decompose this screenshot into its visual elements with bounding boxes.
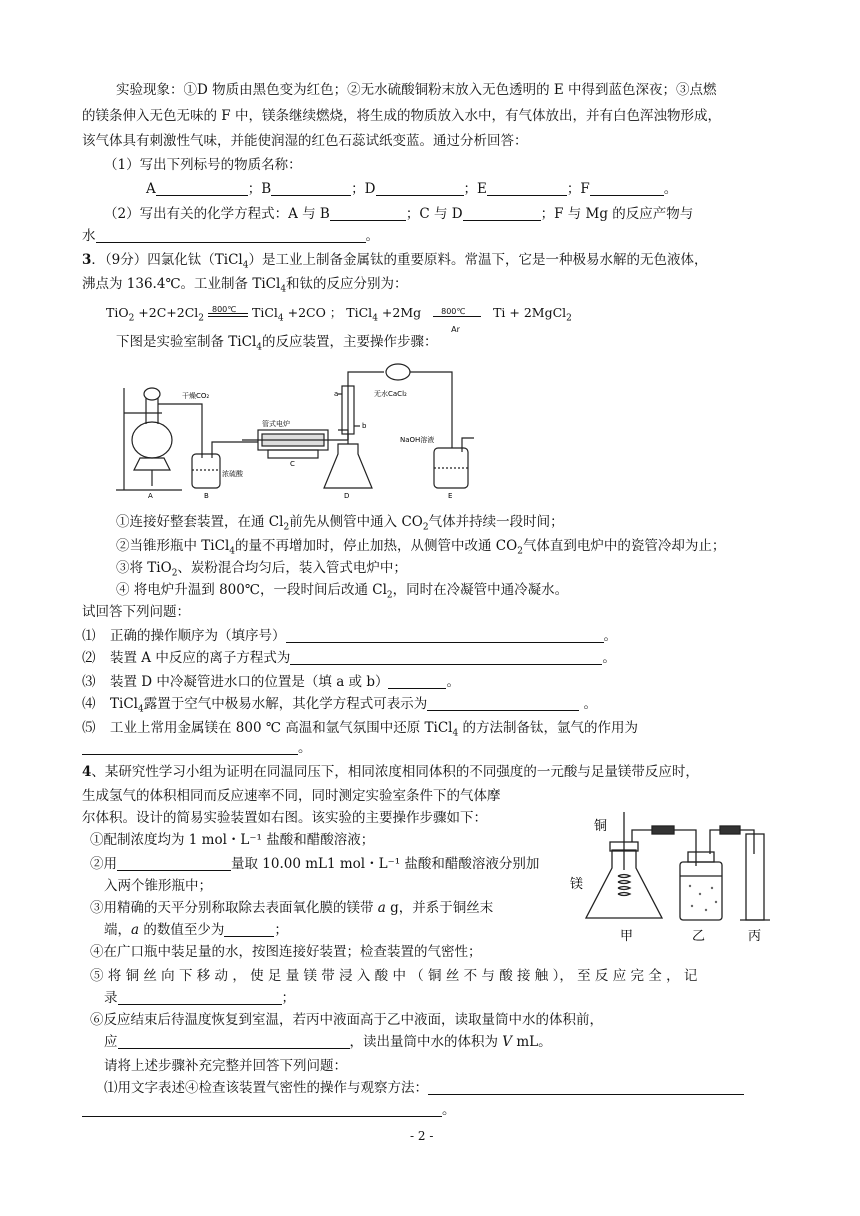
label-d: D [344, 492, 350, 500]
hydrogen-apparatus-figure [568, 810, 778, 950]
phenomena-line-2: 的镁条伸入无色无味的 F 中，镁条继续燃烧，将生成的物质放入水中，有气体放出，并有白色浑浊物形成， [82, 108, 721, 124]
label-port-b: b [362, 422, 367, 430]
label-dry-co2: 干燥CO₂ [182, 392, 210, 400]
q3-1: ⑴ 正确的操作顺序为（填序号） 。 [82, 628, 617, 644]
phenomena-line-1: 实验现象：①D 物质由黑色变为红色；②无水硫酸铜粉末放入无色透明的 E 中得到蓝色深夜；③点燃 [116, 82, 717, 98]
label-port-a: a [334, 390, 339, 398]
q3-3: ⑶ 装置 D 中冷凝管进水口的位置是（填 a 或 b） 。 [82, 674, 460, 690]
q4-step-6b: 应 ，读出量筒中水的体积为 V mL。 [104, 1034, 552, 1050]
label-h2so4: 浓硫酸 [222, 470, 243, 478]
ticl4-apparatus-figure [112, 358, 492, 500]
label-a: A [148, 492, 153, 500]
q3-4: ⑷ TiCl$_4$露置于空气中极易水解，其化学方程式可表示为 。 [82, 696, 598, 715]
q3-5: ⑸ 工业上常用金属镁在 800 ℃ 高温和氩气氛围中还原 TiCl$_4$ 的方法制备钛，氩气的作用为 [82, 720, 639, 739]
label-bing: 丙 [748, 929, 762, 944]
apparatus-intro: 下图是实验室制备 TiCl$_4$的反应装置，主要操作步骤： [116, 334, 438, 353]
q4-intro-1: 4、某研究性学习小组为证明在同温同压下，相同浓度相同体积的不同强度的一元酸与足量镁带反应时， [82, 764, 699, 780]
reaction-equations: $TiO_2 +2C+2Cl_2$ 800℃ TiCl$_4$ +2CO ； TiCl$_4$ +2Mg $\frac{800℃}{Ar}$ Ti + 2MgCl$_2$ [106, 305, 572, 334]
q4-request: 请将上述步骤补充完整并回答下列问题： [104, 1058, 347, 1074]
label-e: E [448, 492, 453, 500]
label-naoh: NaOH溶液 [400, 436, 435, 444]
q4-step-3: ③用精确的天平分别称取除去表面氧化膜的镁带 a g，并系于铜丝末 [90, 900, 494, 916]
label-yi: 乙 [692, 929, 706, 944]
q4-step-4: ④在广口瓶中装足量的水，按图连接好装置；检查装置的气密性； [90, 944, 482, 960]
label-copper: 铜 [594, 819, 608, 834]
q4-step-2: ②用 量取 10.00 mL1 mol・L⁻¹ 盐酸和醋酸溶液分别加 [90, 856, 540, 872]
step-2: ②当锥形瓶中 TiCl$_4$的量不再增加时，停止加热，从侧管中改通 $CO_2$气体直到电炉中的瓷管冷却为止； [116, 538, 726, 557]
q2-line-2: 水 。 [82, 228, 379, 244]
label-magnesium: 镁 [570, 877, 584, 892]
q4-intro-2: 生成氢气的体积相同而反应速率不同，同时测定实验室条件下的气体摩 [82, 788, 501, 804]
step-1: ①连接好整套装置，在通 $Cl_2$前先从侧管中通入 $CO_2$气体并持续一段时间； [116, 514, 564, 533]
q3-intro-line-1: 3．（9分）四氯化钛（TiCl$_4$）是工业上制备金属钛的重要原料。常温下，它是一种极易水解的无色液体， [82, 252, 708, 271]
q1-title: （1）写出下列标号的物质名称： [104, 157, 302, 173]
phenomena-line-3: 该气体具有刺激性气味，并能使润湿的红色石蕊试纸变蓝。通过分析回答： [82, 133, 528, 149]
q4-step-5b: 录 ； [104, 990, 295, 1006]
page-number: - 2 - [410, 1129, 434, 1143]
questions-heading: 试回答下列问题： [82, 604, 190, 620]
q4-sub-1: ⑴用文字表述④检查该装置气密性的操作与观察方法： [104, 1078, 744, 1098]
q3-2: ⑵ 装置 A 中反应的离子方程式为 。 [82, 650, 616, 666]
q3-intro-line-2: 沸点为 136.4℃。工业制备 TiCl$_4$和钛的反应分别为： [82, 276, 408, 295]
q4-step-1: ①配制浓度均为 1 mol・L⁻¹ 盐酸和醋酸溶液； [90, 832, 375, 848]
q1-blanks-line: A ；B ；D ；E ；F 。 [146, 181, 678, 197]
q3-5-answer: 。 [82, 738, 312, 758]
label-c: C [290, 460, 295, 468]
q4-step-5: ⑤ 将 铜 丝 向 下 移 动 ， 使 足 量 镁 带 浸 入 酸 中 （ 铜 丝 不 与 酸 接 触 ）， 至 反 应 完 全 ， 记 [90, 968, 698, 984]
q4-sub-1-answer: 。 [82, 1100, 456, 1120]
q4-step-2b: 入两个锥形瓶中； [104, 878, 212, 894]
step-4: ④ 将电炉升温到 800℃，一段时间后改通 $Cl_2$，同时在冷凝管中通冷凝水。 [116, 582, 569, 601]
step-3: ③将 TiO$_2$、炭粉混合均匀后，装入管式电炉中； [116, 560, 407, 579]
label-furnace: 管式电炉 [262, 420, 290, 428]
label-b: B [204, 492, 209, 500]
label-cacl2: 无水CaCl₂ [374, 390, 407, 398]
q4-step-6: ⑥反应结束后待温度恢复到室温，若丙中液面高于乙中液面，读取量筒中水的体积前， [90, 1012, 603, 1028]
q4-intro-3: 尔体积。设计的简易实验装置如右图。该实验的主要操作步骤如下： [82, 810, 487, 826]
q2-line: （2）写出有关的化学方程式：A 与 B ；C 与 D ；F 与 Mg 的反应产物与 [104, 206, 694, 222]
label-jia: 甲 [620, 929, 634, 944]
q4-step-3b: 端，a 的数值至少为 ； [104, 922, 288, 938]
